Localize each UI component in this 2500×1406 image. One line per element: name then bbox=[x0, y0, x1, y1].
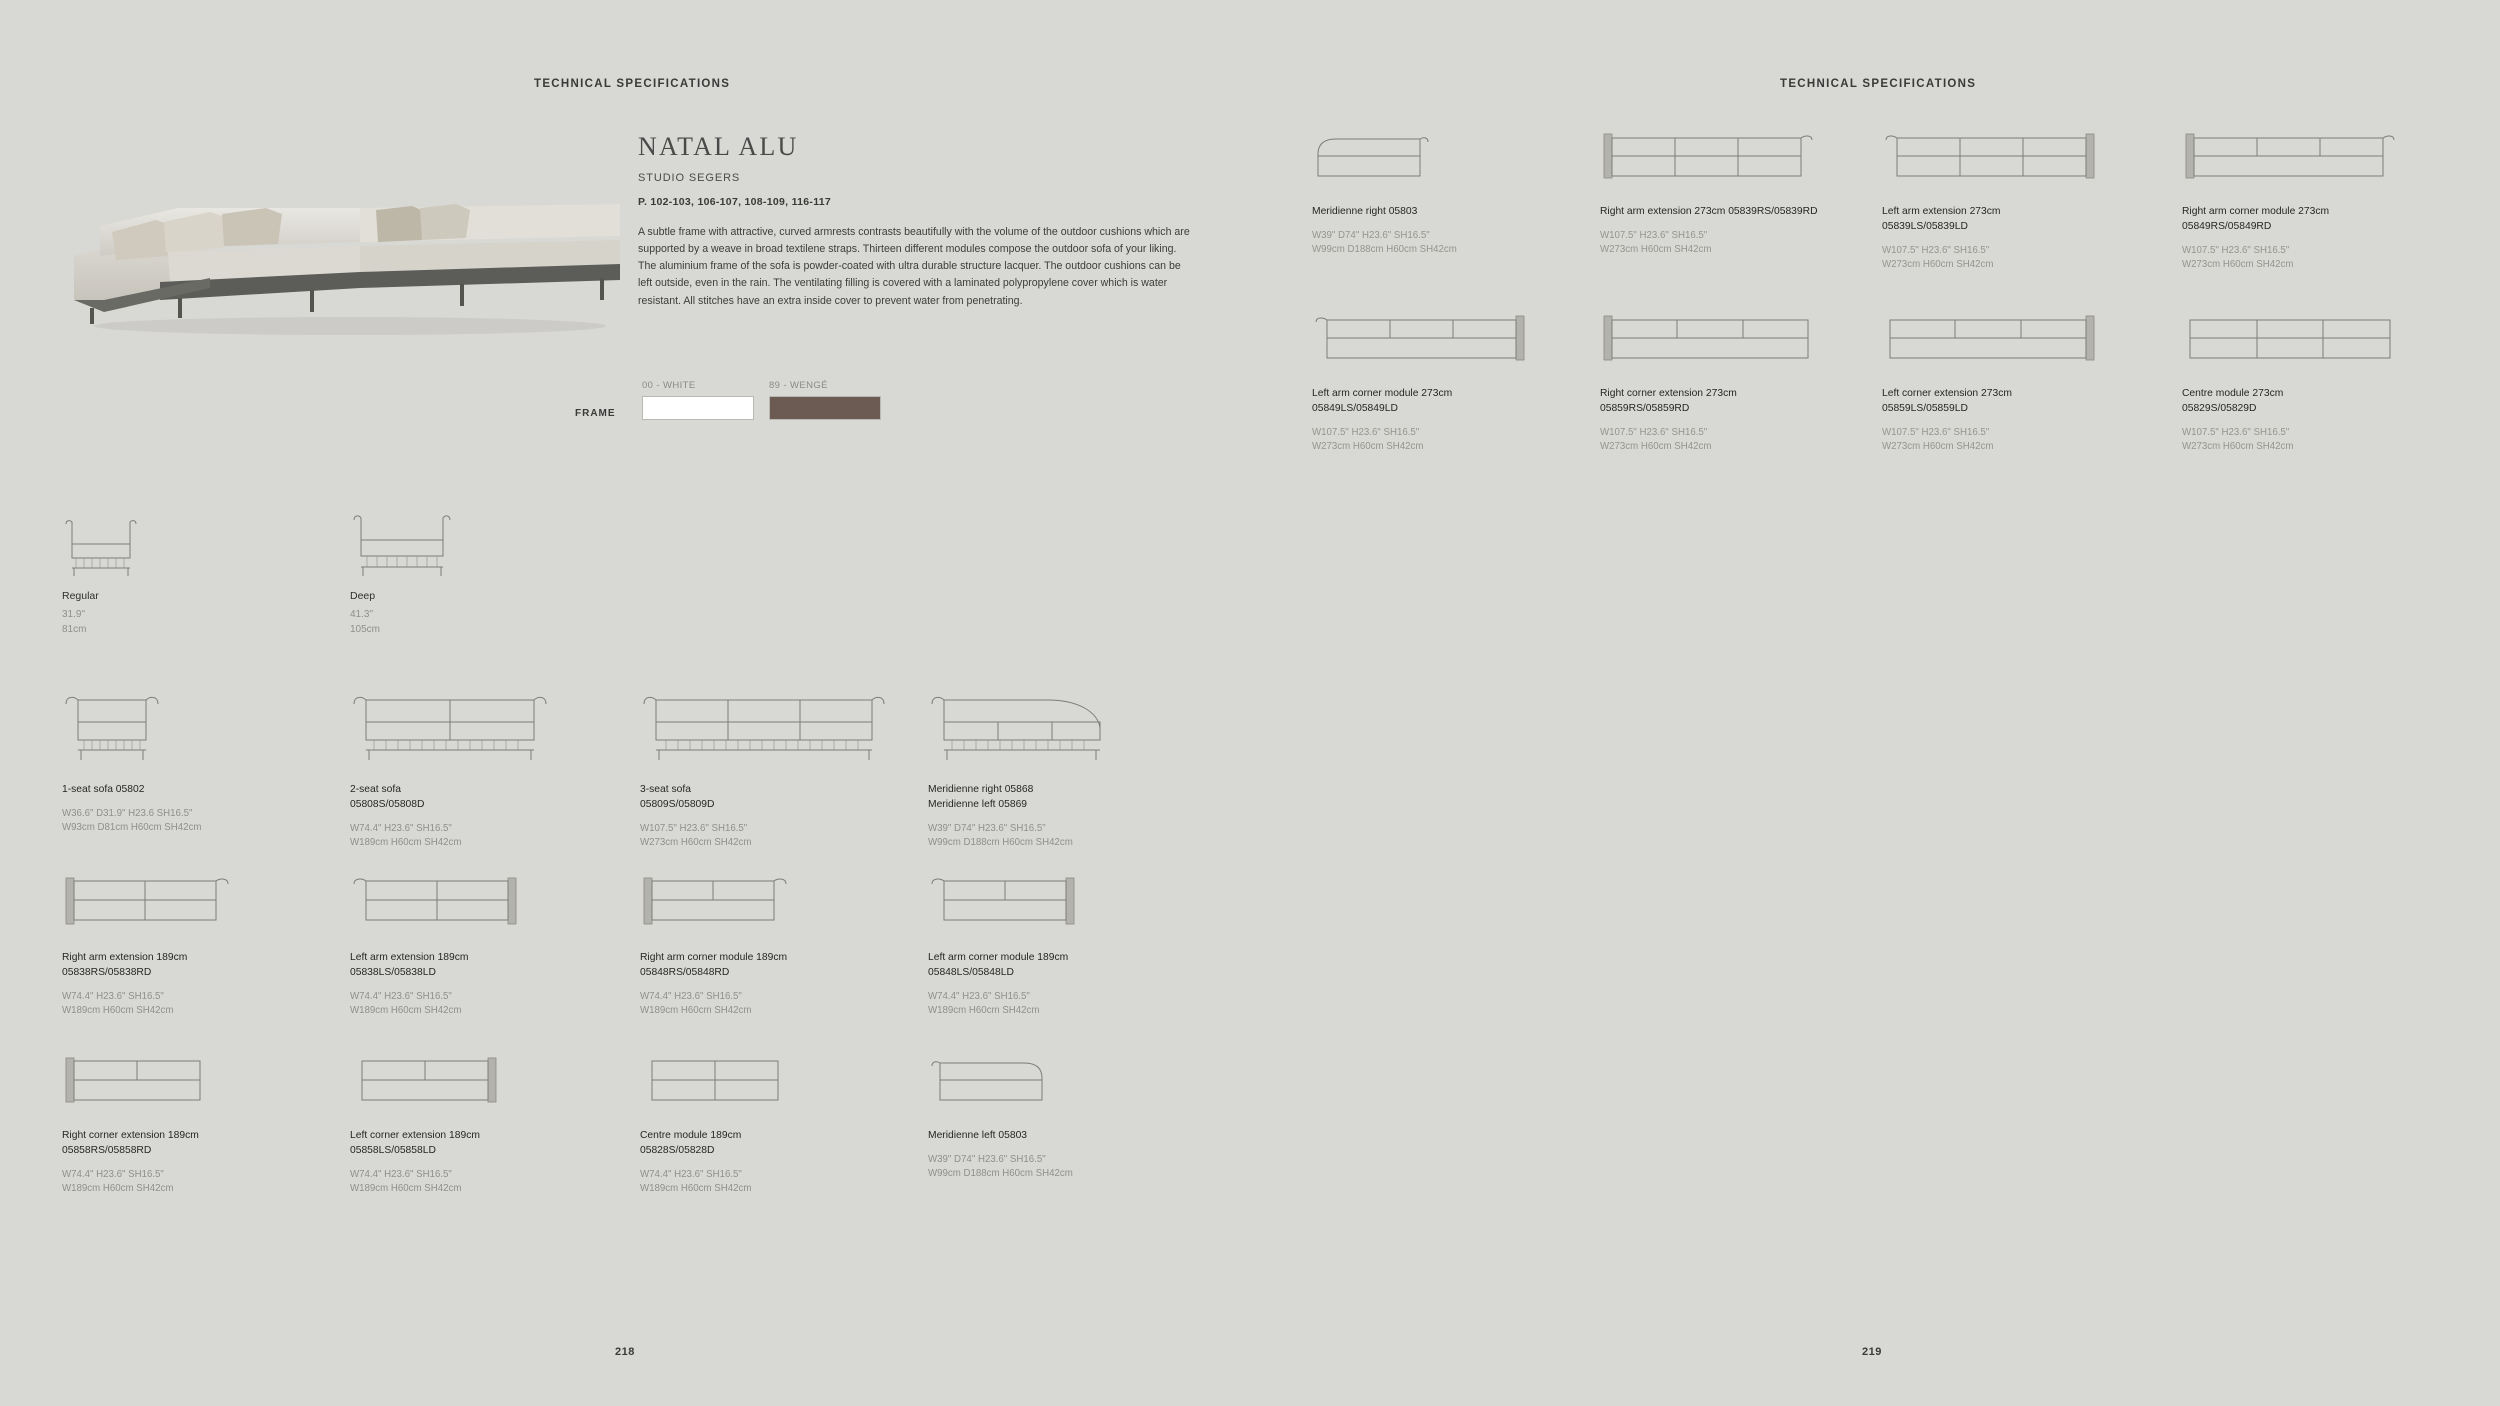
module-code: 05858LS/05858LD bbox=[350, 1144, 436, 1156]
module-dim-in: W39" D74" H23.6" SH16.5" bbox=[928, 1153, 1046, 1165]
module-name: Left arm extension 189cm bbox=[350, 952, 469, 963]
module-name: 3-seat sofa bbox=[640, 784, 691, 795]
product-designer: STUDIO SEGERS bbox=[638, 172, 741, 184]
module-dim-in: W36.6" D31.9" H23.6 SH16.5" bbox=[62, 807, 193, 819]
module-dim-cm: W273cm H60cm SH42cm bbox=[1882, 441, 1994, 453]
module-code: 05808S/05808D bbox=[350, 798, 425, 810]
module-art-meridienne-left-05803 bbox=[928, 1052, 1178, 1115]
module-dim-cm: W99cm D188cm H60cm SH42cm bbox=[1312, 244, 1457, 256]
module-dim-cm: W273cm H60cm SH42cm bbox=[1600, 441, 1712, 453]
module-name: Meridienne right 05868 bbox=[928, 784, 1034, 795]
module-name: Right arm corner module 273cm bbox=[2182, 206, 2330, 217]
module-art-left-arm-extension-273 bbox=[1882, 128, 2162, 191]
module-code: 05859RS/05859RD bbox=[1600, 402, 1690, 414]
module-dim-in: W74.4" H23.6" SH16.5" bbox=[350, 822, 452, 834]
module-left-arm-corner-273 bbox=[1312, 310, 1572, 455]
module-name: Meridienne left 05803 bbox=[928, 1130, 1028, 1141]
module-art-left-arm-corner-189 bbox=[928, 870, 1178, 937]
module-meridienne-left-05803 bbox=[928, 1052, 1178, 1182]
module-name: Right corner extension 273cm bbox=[1600, 388, 1737, 399]
module-dim-in: W74.4" H23.6" SH16.5" bbox=[62, 990, 164, 1002]
module-dim-cm: W273cm H60cm SH42cm bbox=[1882, 259, 1994, 271]
module-dim-cm: W93cm D81cm H60cm SH42cm bbox=[62, 822, 202, 834]
module-art-1-seat-sofa bbox=[62, 688, 292, 769]
module-dim-in: W107.5" H23.6" SH16.5" bbox=[1882, 244, 1990, 256]
module-name: Meridienne right 05803 bbox=[1312, 206, 1418, 217]
module-code: 05838RS/05838RD bbox=[62, 966, 152, 978]
module-right-arm-extension-273 bbox=[1600, 128, 1880, 258]
module-left-corner-extension-189 bbox=[350, 1052, 580, 1197]
module-dim-cm: W273cm H60cm SH42cm bbox=[1600, 244, 1712, 256]
module-left-arm-extension-273 bbox=[1882, 128, 2162, 273]
module-art-right-arm-extension-273 bbox=[1600, 128, 1880, 191]
module-dim-cm: W273cm H60cm SH42cm bbox=[2182, 441, 2294, 453]
folio-right: 219 bbox=[1862, 1346, 1882, 1358]
module-art-right-corner-extension-189 bbox=[62, 1052, 292, 1115]
frame-swatch-wenge-chip bbox=[769, 396, 881, 420]
module-code: 05849RS/05849RD bbox=[2182, 220, 2272, 232]
module-left-arm-extension-189 bbox=[350, 870, 580, 1019]
depth-regular-name: Regular bbox=[62, 590, 99, 602]
frame-swatch-white[interactable] bbox=[642, 380, 754, 420]
module-dim-cm: W189cm H60cm SH42cm bbox=[350, 1183, 462, 1195]
module-dim-in: W74.4" H23.6" SH16.5" bbox=[62, 1168, 164, 1180]
module-art-centre-189 bbox=[640, 1052, 890, 1115]
product-description: A subtle frame with attractive, curved armrests contrasts beautifully with the volume of the outdoor cushions which are supported by a weave in broad textilene straps. Thirteen different modules compose the outdoor sofa of your liking. The aluminium frame of the sofa is powder-coated with ultra durable structure lacquer. The outdoor cushions can be left outside, even in the rain. The ventilating filling is covered with a laminated polypropylene cover which is water resistant. All stitches have an extra inside cover to prevent water from penetrating. bbox=[638, 226, 1190, 307]
module-name: Right arm extension 273cm 05839RS/05839RD bbox=[1600, 206, 1818, 217]
module-name: Left arm corner module 189cm bbox=[928, 952, 1069, 963]
module-dim-in: W107.5" H23.6" SH16.5" bbox=[1600, 229, 1708, 241]
module-dim-in: W39" D74" H23.6" SH16.5" bbox=[1312, 229, 1430, 241]
module-dim-cm: W189cm H60cm SH42cm bbox=[640, 1183, 752, 1195]
module-name: Centre module 273cm bbox=[2182, 388, 2284, 399]
frame-swatch-wenge[interactable] bbox=[769, 380, 881, 420]
module-dim-cm: W189cm H60cm SH42cm bbox=[928, 1005, 1040, 1017]
module-code: 05859LS/05859LD bbox=[1882, 402, 1968, 414]
module-2-seat-sofa bbox=[350, 688, 580, 851]
module-code: 05809S/05809D bbox=[640, 798, 715, 810]
frame-swatch-white-chip bbox=[642, 396, 754, 420]
module-name: 2-seat sofa bbox=[350, 784, 401, 795]
module-code: 05848RS/05848RD bbox=[640, 966, 730, 978]
module-right-arm-corner-189 bbox=[640, 870, 890, 1019]
product-title: NATAL ALU bbox=[638, 132, 799, 161]
frame-swatch-white-label: 00 - WHITE bbox=[642, 380, 696, 391]
page-header-left: TECHNICAL SPECIFICATIONS bbox=[534, 78, 731, 90]
module-dim-cm: W273cm H60cm SH42cm bbox=[640, 837, 752, 849]
module-3-seat-sofa bbox=[640, 688, 890, 851]
module-dim-in: W107.5" H23.6" SH16.5" bbox=[1600, 426, 1708, 438]
module-name: Left corner extension 273cm bbox=[1882, 388, 2012, 399]
module-dim-in: W107.5" H23.6" SH16.5" bbox=[2182, 244, 2290, 256]
module-name: 1-seat sofa 05802 bbox=[62, 784, 145, 795]
module-dim-in: W74.4" H23.6" SH16.5" bbox=[640, 990, 742, 1002]
depth-regular-art bbox=[62, 518, 140, 580]
module-art-right-arm-corner-273 bbox=[2182, 128, 2462, 191]
module-right-corner-extension-273 bbox=[1600, 310, 1880, 455]
module-code: 05828S/05828D bbox=[640, 1144, 715, 1156]
page-right bbox=[1250, 0, 2500, 1406]
module-art-left-arm-corner-273 bbox=[1312, 310, 1572, 373]
module-art-right-arm-extension-189 bbox=[62, 870, 292, 937]
depth-deep-art bbox=[350, 512, 454, 580]
module-art-left-corner-extension-189 bbox=[350, 1052, 580, 1115]
module-art-3-seat-sofa bbox=[640, 688, 890, 769]
module-dim-in: W74.4" H23.6" SH16.5" bbox=[640, 1168, 742, 1180]
module-dim-in: W74.4" H23.6" SH16.5" bbox=[350, 1168, 452, 1180]
module-code: 05838LS/05838LD bbox=[350, 966, 436, 978]
module-art-left-corner-extension-273 bbox=[1882, 310, 2162, 373]
module-left-arm-corner-189 bbox=[928, 870, 1178, 1019]
module-dim-in: W107.5" H23.6" SH16.5" bbox=[1882, 426, 1990, 438]
hero-product-photo bbox=[60, 160, 620, 340]
module-art-meridienne-right-05803 bbox=[1312, 128, 1572, 191]
product-page-refs: P. 102-103, 106-107, 108-109, 116-117 bbox=[638, 196, 832, 208]
module-art-left-arm-extension-189 bbox=[350, 870, 580, 937]
depth-regular-dim-cm: 81cm bbox=[62, 623, 87, 635]
depth-regular bbox=[62, 518, 140, 637]
frame-label: FRAME bbox=[575, 408, 616, 419]
module-code: Meridienne left 05869 bbox=[928, 798, 1028, 810]
module-centre-189 bbox=[640, 1052, 890, 1197]
module-name: Right arm extension 189cm bbox=[62, 952, 188, 963]
module-name: Left arm corner module 273cm bbox=[1312, 388, 1453, 399]
module-code: 05839LS/05839LD bbox=[1882, 220, 1968, 232]
module-dim-in: W107.5" H23.6" SH16.5" bbox=[2182, 426, 2290, 438]
module-right-arm-corner-273 bbox=[2182, 128, 2462, 273]
module-dim-cm: W189cm H60cm SH42cm bbox=[640, 1005, 752, 1017]
module-art-meridienne bbox=[928, 688, 1178, 769]
module-dim-cm: W273cm H60cm SH42cm bbox=[2182, 259, 2294, 271]
depth-deep-dim-in: 41.3" bbox=[350, 609, 374, 620]
module-meridienne bbox=[928, 688, 1178, 851]
module-dim-in: W74.4" H23.6" SH16.5" bbox=[928, 990, 1030, 1002]
module-dim-cm: W99cm D188cm H60cm SH42cm bbox=[928, 837, 1073, 849]
product-title-block bbox=[638, 132, 1198, 310]
module-code: 05829S/05829D bbox=[2182, 402, 2257, 414]
module-left-corner-extension-273 bbox=[1882, 310, 2162, 455]
module-right-arm-extension-189 bbox=[62, 870, 292, 1019]
module-art-2-seat-sofa bbox=[350, 688, 580, 769]
module-dim-cm: W189cm H60cm SH42cm bbox=[62, 1183, 174, 1195]
module-code: 05848LS/05848LD bbox=[928, 966, 1014, 978]
module-centre-273 bbox=[2182, 310, 2462, 455]
frame-swatch-wenge-label: 89 - WENGÉ bbox=[769, 380, 828, 391]
module-dim-in: W107.5" H23.6" SH16.5" bbox=[640, 822, 748, 834]
module-code: 05858RS/05858RD bbox=[62, 1144, 152, 1156]
module-dim-cm: W189cm H60cm SH42cm bbox=[62, 1005, 174, 1017]
module-dim-in: W39" D74" H23.6" SH16.5" bbox=[928, 822, 1046, 834]
depth-deep-name: Deep bbox=[350, 590, 376, 602]
module-code: 05849LS/05849LD bbox=[1312, 402, 1398, 414]
module-1-seat-sofa bbox=[62, 688, 292, 836]
module-name: Left arm extension 273cm bbox=[1882, 206, 2001, 217]
module-art-right-arm-corner-189 bbox=[640, 870, 890, 937]
module-dim-cm: W189cm H60cm SH42cm bbox=[350, 1005, 462, 1017]
module-art-centre-273 bbox=[2182, 310, 2462, 373]
depth-deep bbox=[350, 512, 454, 637]
module-name: Centre module 189cm bbox=[640, 1130, 742, 1141]
module-art-right-corner-extension-273 bbox=[1600, 310, 1880, 373]
module-dim-cm: W189cm H60cm SH42cm bbox=[350, 837, 462, 849]
module-name: Right corner extension 189cm bbox=[62, 1130, 199, 1141]
module-right-corner-extension-189 bbox=[62, 1052, 292, 1197]
module-meridienne-right-05803 bbox=[1312, 128, 1572, 258]
module-dim-cm: W273cm H60cm SH42cm bbox=[1312, 441, 1424, 453]
module-dim-in: W107.5" H23.6" SH16.5" bbox=[1312, 426, 1420, 438]
folio-left: 218 bbox=[615, 1346, 635, 1358]
module-name: Left corner extension 189cm bbox=[350, 1130, 480, 1141]
depth-regular-dim-in: 31.9" bbox=[62, 609, 86, 620]
module-dim-in: W74.4" H23.6" SH16.5" bbox=[350, 990, 452, 1002]
module-dim-cm: W99cm D188cm H60cm SH42cm bbox=[928, 1168, 1073, 1180]
module-name: Right arm corner module 189cm bbox=[640, 952, 788, 963]
page-header-right: TECHNICAL SPECIFICATIONS bbox=[1780, 78, 1977, 90]
depth-deep-dim-cm: 105cm bbox=[350, 623, 381, 635]
